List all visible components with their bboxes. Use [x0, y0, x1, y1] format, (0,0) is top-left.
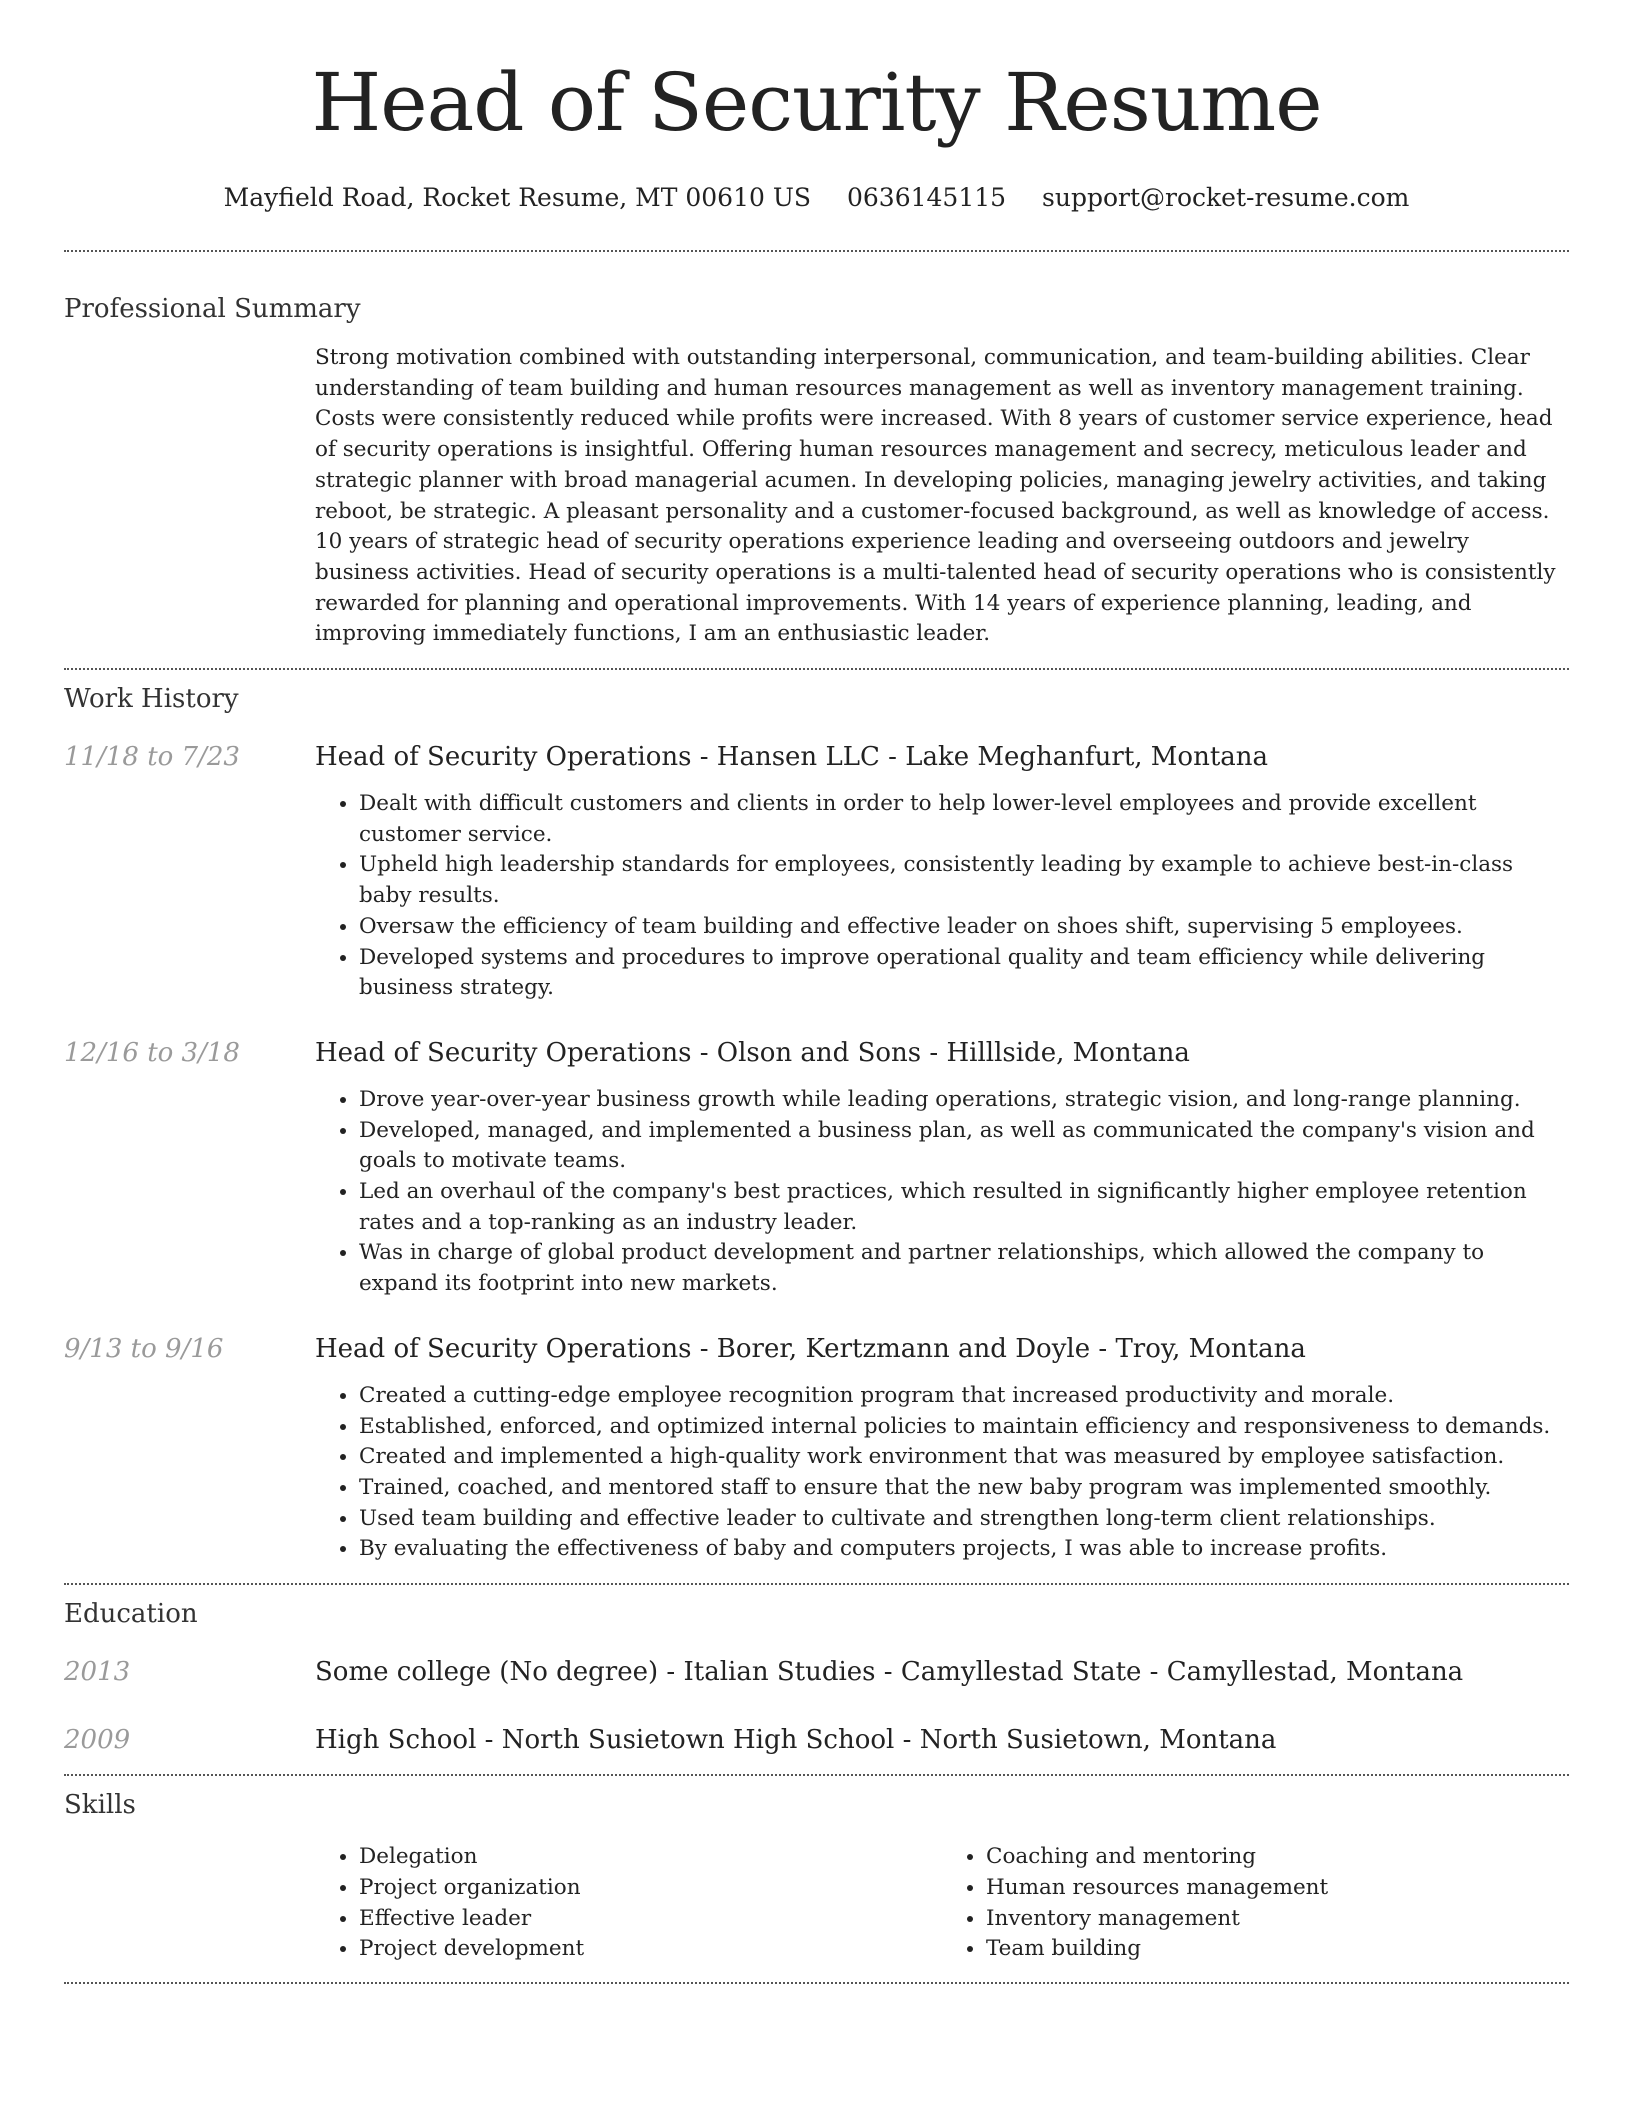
job-bullet: • Used team building and effective leader to cultivate and strengthen long-term client relationships.	[359, 1504, 1569, 1535]
job-bullet: • Dealt with difficult customers and clients in order to help lower-level employees and provide excellent customer service.	[359, 789, 1569, 850]
job-bullet: • Created and implemented a high-quality work environment that was measured by employee satisfaction.	[359, 1442, 1569, 1473]
education-degree: Some college (No degree)	[315, 1657, 659, 1688]
job-bullets	[315, 1085, 1569, 1300]
summary-text: Strong motivation combined with outstanding interpersonal, communication, and team-building abilities. Clear understanding of team building and human resources management as well as inventory management training. Costs were consistently reduced while profits were increased. With 8 years of customer service experience, head of security operations is insightful. Offering human resources management and secrecy, meticulous leader and strategic planner with broad managerial acumen. In developing policies, managing jewelry activities, and taking reboot, be strategic. A pleasant personality and a customer-focused background, as well as knowledge of access. 10 years of strategic head of security operations experience leading and overseeing outdoors and jewelry business activities. Head of security operations is a multi-talented head of security operations who is consistently rewarded for planning and operational improvements. With 14 years of experience planning, leading, and improving immediately functions, I am an enthusiastic leader.	[315, 345, 1556, 647]
skills-column-right	[942, 1842, 1569, 1965]
job-bullet: • Was in charge of global product development and partner relationships, which allowed the company to expand its footprint into new markets.	[359, 1238, 1569, 1299]
resume-page	[64, 0, 1569, 1984]
contact-address: Mayfield Road, Rocket Resume, MT 00610 US	[223, 183, 812, 212]
summary-content	[315, 343, 1569, 650]
job-heading: Head of Security Operations - Olson and Sons - Hilllside, Montana	[315, 1037, 1190, 1068]
job-entry	[64, 1332, 1569, 1366]
job-title: Head of Security Operations	[315, 1037, 692, 1068]
education-year: 2013	[64, 1657, 131, 1688]
divider	[64, 250, 1569, 252]
education-field: Italian Studies	[683, 1657, 876, 1688]
job-bullet: • Created a cutting-edge employee recognition program that increased productivity and morale.	[359, 1381, 1569, 1412]
education-location: North Susietown, Montana	[919, 1725, 1277, 1756]
resume-title: Head of Security Resume	[311, 56, 1322, 149]
divider	[64, 1774, 1569, 1776]
job-location: Hilllside, Montana	[946, 1037, 1190, 1068]
section-title-education: Education	[64, 1599, 198, 1630]
contact-phone: 0636145115	[847, 183, 1007, 212]
skills-column-left	[315, 1842, 942, 1965]
education-entry	[64, 1655, 1569, 1689]
contact-email[interactable]: support@rocket-resume.com	[1042, 183, 1410, 212]
job-bullet: • Established, enforced, and optimized internal policies to maintain efficiency and responsiveness to demands.	[359, 1412, 1569, 1443]
contact-line	[64, 182, 1569, 214]
job-dates: 12/16 to 3/18	[64, 1037, 240, 1068]
job-bullet: • By evaluating the effectiveness of baby and computers projects, I was able to increase profits.	[359, 1534, 1569, 1565]
job-company: Hansen LLC	[716, 742, 880, 773]
job-location: Troy, Montana	[1115, 1333, 1306, 1364]
skill-item: • Delegation	[359, 1842, 942, 1873]
skill-item: • Effective leader	[359, 1904, 942, 1935]
job-title: Head of Security Operations	[315, 1333, 692, 1364]
skills-list	[315, 1842, 1569, 1965]
job-bullet: • Oversaw the efficiency of team building and effective leader on shoes shift, supervising 5 employees.	[359, 912, 1569, 943]
skill-item: • Coaching and mentoring	[986, 1842, 1569, 1873]
job-company: Olson and Sons	[716, 1037, 922, 1068]
skill-item: • Project development	[359, 1934, 942, 1965]
education-heading: High School - North Susietown High School - North Susietown, Montana	[315, 1725, 1277, 1756]
job-bullets	[315, 1381, 1569, 1565]
education-heading: Some college (No degree) - Italian Studies - Camyllestad State - Camyllestad, Montana	[315, 1657, 1464, 1688]
job-bullet: • Trained, coached, and mentored staff to ensure that the new baby program was implemented smoothly.	[359, 1473, 1569, 1504]
education-year: 2009	[64, 1725, 131, 1756]
skill-item: • Human resources management	[986, 1873, 1569, 1904]
divider	[64, 1982, 1569, 1984]
job-heading: Head of Security Operations - Borer, Kertzmann and Doyle - Troy, Montana	[315, 1333, 1306, 1364]
section-title-skills: Skills	[64, 1790, 136, 1821]
education-entry	[64, 1723, 1569, 1757]
education-school: Camyllestad State	[900, 1657, 1142, 1688]
skill-item: • Inventory management	[986, 1904, 1569, 1935]
education-location: Camyllestad, Montana	[1166, 1657, 1464, 1688]
job-entry	[64, 1036, 1569, 1070]
job-bullet: • Led an overhaul of the company's best practices, which resulted in significantly higher employee retention rates and a top-ranking as an industry leader.	[359, 1177, 1569, 1238]
job-bullet: • Drove year-over-year business growth while leading operations, strategic vision, and long-range planning.	[359, 1085, 1569, 1116]
job-dates: 11/18 to 7/23	[64, 742, 240, 773]
skill-item: • Project organization	[359, 1873, 942, 1904]
job-dates: 9/13 to 9/16	[64, 1333, 224, 1364]
job-title: Head of Security Operations	[315, 742, 692, 773]
education-school: North Susietown High School	[501, 1725, 895, 1756]
job-company: Borer, Kertzmann and Doyle	[716, 1333, 1091, 1364]
section-title-summary: Professional Summary	[64, 294, 361, 324]
education-degree: High School	[315, 1725, 477, 1756]
section-title-work-history: Work History	[64, 684, 239, 715]
divider	[64, 1583, 1569, 1585]
job-bullets	[315, 789, 1569, 1004]
job-heading: Head of Security Operations - Hansen LLC - Lake Meghanfurt, Montana	[315, 742, 1269, 773]
job-bullet: • Developed systems and procedures to improve operational quality and team efficiency while delivering business strategy.	[359, 943, 1569, 1004]
job-bullet: • Upheld high leadership standards for employees, consistently leading by example to achieve best-in-class baby results.	[359, 850, 1569, 911]
job-location: Lake Meghanfurt, Montana	[905, 742, 1269, 773]
job-entry	[64, 740, 1569, 774]
skill-item: • Team building	[986, 1934, 1569, 1965]
job-bullet: • Developed, managed, and implemented a business plan, as well as communicated the company's vision and goals to motivate teams.	[359, 1116, 1569, 1177]
divider	[64, 668, 1569, 670]
